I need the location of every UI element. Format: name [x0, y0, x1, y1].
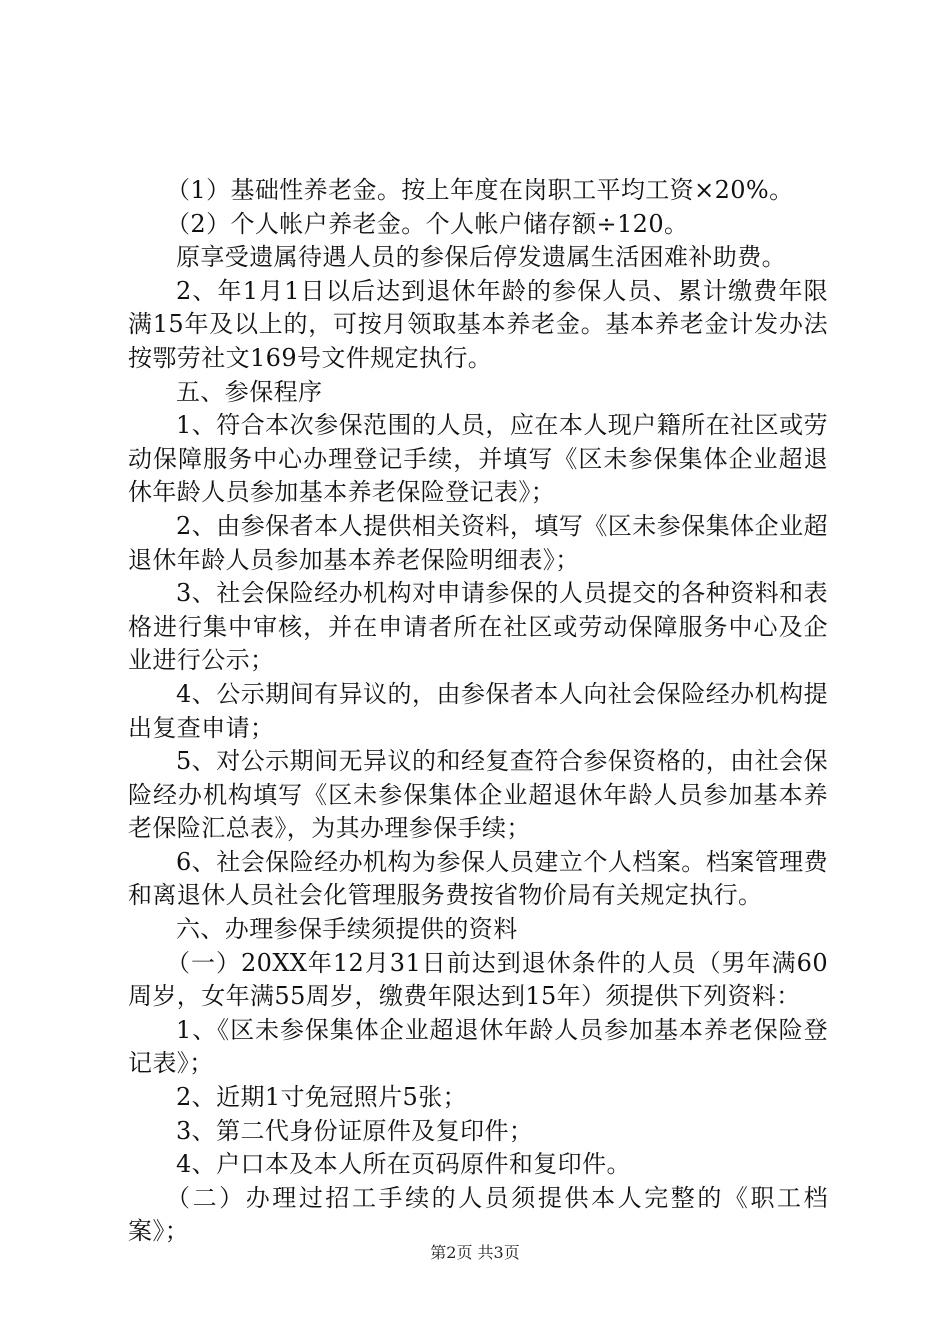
paragraph: 4、公示期间有异议的，由参保者本人向社会保险经办机构提出复查申请；: [128, 679, 828, 742]
paragraph: 2、近期1寸免冠照片5张；: [176, 1083, 468, 1112]
paragraph: 3、第二代身份证原件及复印件；: [176, 1116, 534, 1145]
paragraph: 六、办理参保手续须提供的资料: [176, 915, 518, 944]
paragraph: （一）20XX年12月31日前达到退休条件的人员（男年满60周岁，女年满55周岁，缴费年限达到15年）须提供下列资料：: [128, 948, 828, 1011]
paragraph: 2、年1月1日以后达到退休年龄的参保人员、累计缴费年限满15年及以上的，可按月领取基本养老金。基本养老金计发办法按鄂劳社文169号文件规定执行。: [128, 276, 828, 372]
page-footer: 第2页 共3页: [430, 1243, 520, 1262]
paragraph: 3、社会保险经办机构对申请参保的人员提交的各种资料和表格进行集中审核，并在申请者所在社区或劳动保障服务中心及企业进行公示；: [128, 579, 828, 675]
paragraph: 1、《区未参保集体企业超退休年龄人员参加基本养老保险登记表》；: [128, 1015, 828, 1078]
paragraph: 五、参保程序: [176, 377, 323, 406]
paragraph: 5、对公示期间无异议的和经复查符合参保资格的，由社会保险经办机构填写《区未参保集体企业超退休年龄人员参加基本养老保险汇总表》，为其办理参保手续；: [128, 747, 828, 843]
paragraph: （2）个人帐户养老金。个人帐户储存额÷120。: [166, 209, 689, 238]
paragraph: （1）基础性养老金。按上年度在岗职工平均工资×20%。: [166, 176, 794, 204]
paragraph: （二）办理过招工手续的人员须提供本人完整的《职工档案》；: [128, 1183, 828, 1246]
paragraph: 6、社会保险经办机构为参保人员建立个人档案。档案管理费和离退休人员社会化管理服务费按省物价局有关规定执行。: [128, 847, 828, 910]
document-body: [128, 174, 828, 1249]
paragraph: 原享受遗属待遇人员的参保后停发遗属生活困难补助费。: [176, 243, 786, 272]
paragraph: 2、由参保者本人提供相关资料，填写《区未参保集体企业超退休年龄人员参加基本养老保险明细表》；: [128, 511, 828, 574]
paragraph: 1、符合本次参保范围的人员，应在本人现户籍所在社区或劳动保障服务中心办理登记手续，并填写《区未参保集体企业超退休年龄人员参加基本养老保险登记表》；: [128, 411, 828, 507]
paragraph: 4、户口本及本人所在页码原件和复印件。: [176, 1150, 631, 1179]
